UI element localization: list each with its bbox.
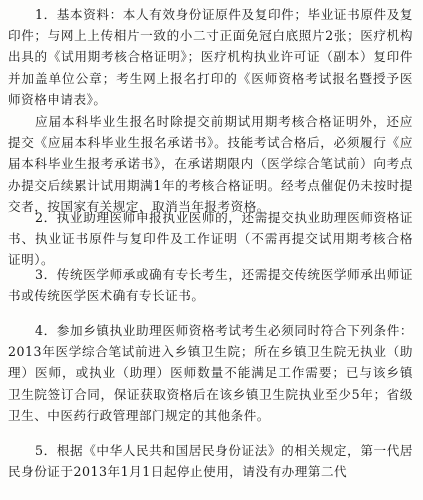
paragraph-basic-materials: 1．基本资料：本人有效身份证原件及复印件；毕业证书原件及复印件；与网上上传相片一致的小二寸正面免冠白底照片2张；医疗机构出具的《试用期考核合格证明》；医疗机构执业许可证（副本）复印件并加盖单位公章；考生网上报名打印的《医师资格考试报名暨授予医师资格申请表》。 bbox=[8, 7, 413, 107]
paragraph-assistant-physician: 2．执业助理医师申报执业医师的，还需提交执业助理医师资格证书、执业证书原件与复印件及工作证明（不需再提交试用期考核合格证明）。 bbox=[8, 210, 413, 268]
paragraph-traditional-medicine: 3．传统医学师承或确有专长考生，还需提交传统医学师承出师证书或传统医学医术确有专长证书。 bbox=[8, 267, 413, 304]
paragraph-graduate-commitment: 应届本科毕业生报名时除提交前期试用期考核合格证明外，还应提交《应届本科毕业生报名承诺书》。技能考试合格后，必须履行《应届本科毕业生报考承诺书》，在承诺期限内（医学综合笔试前）向考点办提交后续累计试用期满1年的考核合格证明。经考点催促仍未按时提交者，按国家有关规定，取消当年报考资格。 bbox=[8, 114, 413, 214]
paragraph-id-card: 5．根据《中华人民共和国居民身份证法》的相关规定，第一代居民身份证于2013年1月1日起停止使用，请没有办理第二代 bbox=[8, 443, 413, 480]
paragraph-township-exam: 4．参加乡镇执业助理医师资格考试考生必须同时符合下列条件：2013年医学综合笔试前进入乡镇卫生院；所在乡镇卫生院无执业（助理）医师，或执业（助理）医师数量不能满足工作需要；已与该乡镇卫生院签订合同，保证获取资格后在该乡镇卫生院执业至少5年；省级卫生、中医药行政管理部门规定的其他条件。 bbox=[8, 323, 413, 423]
